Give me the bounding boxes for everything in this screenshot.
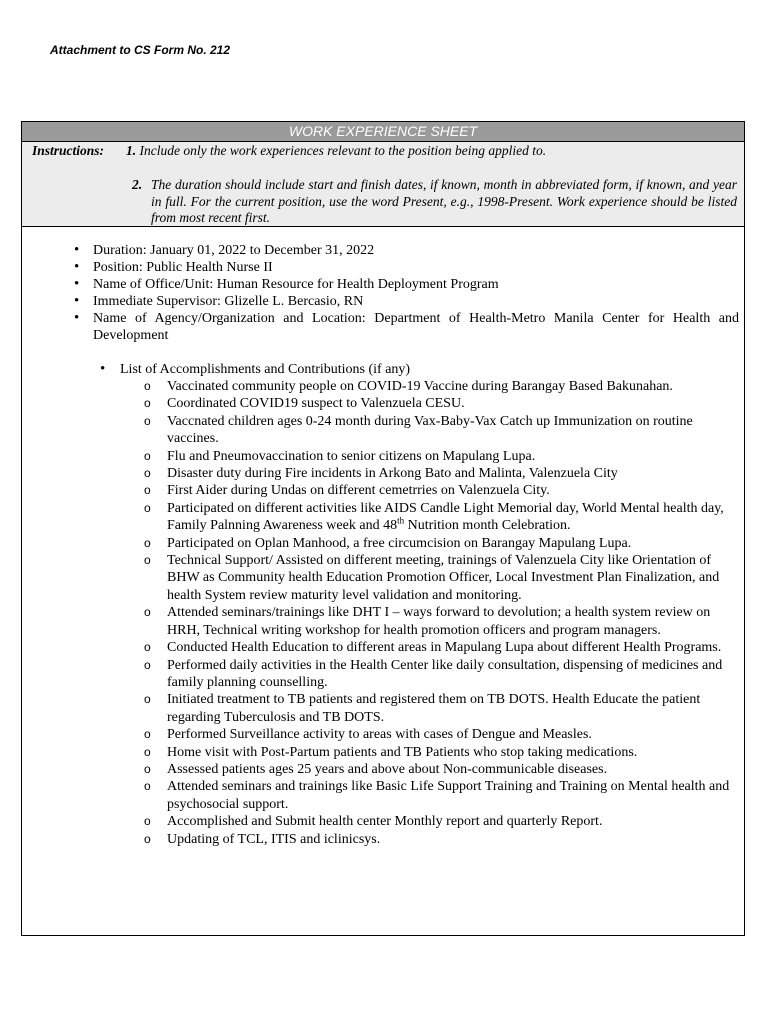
ordinal-suffix: th [397, 515, 405, 526]
accomplishment-item: o Assessed patients ages 25 years and above about Non-communicable diseases. [144, 761, 739, 778]
instructions-label: Instructions: [32, 143, 105, 158]
accomplishment-item: o Disaster duty during Fire incidents in Arkong Bato and Malinta, Valenzuela City [144, 465, 739, 482]
attachment-label: Attachment to CS Form No. 212 [50, 43, 231, 57]
accomplishment-item: o Coordinated COVID19 suspect to Valenzuela CESU. [144, 395, 739, 412]
position-details [74, 242, 739, 344]
instruction-2-number: 2. [132, 177, 143, 192]
accomplishment-text: Participated on different activities like AIDS Candle Light Memorial day, World Mental health day, Family Palnning Awareness week and 48 [167, 500, 724, 534]
instructions-box [22, 142, 744, 227]
accomplishment-item: o Vaccinated community people on COVID-19 Vaccine during Barangay Based Bakunahan. [144, 378, 739, 395]
accomplishment-item: o Performed daily activities in the Health Center like daily consultation, dispensing of medicines and family planning counselling. [144, 657, 739, 692]
accomplishment-item: o Conducted Health Education to different areas in Mapulang Lupa about different Health Programs. [144, 639, 739, 656]
instruction-1-number: 1. [126, 143, 137, 158]
instruction-1-text: Include only the work experiences relevant to the position being applied to. [139, 143, 547, 158]
detail-office: • Name of Office/Unit: Human Resource for Health Deployment Program [74, 276, 739, 293]
accomplishments-list [144, 378, 739, 848]
accomplishment-item: o Updating of TCL, ITIS and iclinicsys. [144, 831, 739, 848]
accomplishment-text-tail: Nutrition month Celebration. [404, 518, 571, 534]
accomplishment-item: o Attended seminars and trainings like Basic Life Support Training and Training on Mental health and psychosocial support. [144, 778, 739, 813]
detail-supervisor: • Immediate Supervisor: Glizelle L. Bercasio, RN [74, 293, 739, 310]
accomplishments-heading: • List of Accomplishments and Contributions (if any) [100, 361, 410, 378]
sheet-title: WORK EXPERIENCE SHEET [22, 122, 744, 142]
accomplishment-item: o Technical Support/ Assisted on different meeting, trainings of Valenzuela City like Orientation of BHW as Community health Education Promotion Officer, Local Investment Plan Finalization, and health System review maturity level validation and monitoring. [144, 552, 739, 604]
accomplishment-item: o Participated on Oplan Manhood, a free circumcision on Barangay Mapulang Lupa. [144, 535, 739, 552]
accomplishment-item: o Initiated treatment to TB patients and registered them on TB DOTS. Health Educate the patient regarding Tuberculosis and TB DOTS. [144, 691, 739, 726]
detail-position: • Position: Public Health Nurse II [74, 259, 739, 276]
accomplishment-item: o Home visit with Post-Partum patients and TB Patients who stop taking medications. [144, 744, 739, 761]
accomplishment-item: o Accomplished and Submit health center Monthly report and quarterly Report. [144, 813, 739, 830]
work-experience-sheet [21, 121, 745, 936]
detail-duration: • Duration: January 01, 2022 to December 31, 2022 [74, 242, 739, 259]
accomplishment-item [144, 500, 739, 535]
instruction-2-text: The duration should include start and finish dates, if known, month in abbreviated form, if known, and year in full. For the current position, use the word Present, e.g., 1998-Present. Work experience should be listed from most recent first. [151, 177, 737, 225]
accomplishment-item: o Vaccnated children ages 0-24 month during Vax-Baby-Vax Catch up Immunization on routine vaccines. [144, 413, 739, 448]
detail-agency: • Name of Agency/Organization and Location: Department of Health-Metro Manila Center for Health and Development [74, 310, 739, 344]
accomplishment-item: o Flu and Pneumovaccination to senior citizens on Mapulang Lupa. [144, 448, 739, 465]
accomplishment-item: o Attended seminars/trainings like DHT I – ways forward to devolution; a health system review on HRH, Technical writing workshop for health promotion officers and program managers. [144, 604, 739, 639]
instruction-1 [126, 143, 546, 159]
accomplishment-item: o Performed Surveillance activity to areas with cases of Dengue and Measles. [144, 726, 739, 743]
accomplishment-item: o First Aider during Undas on different cemetrries on Valenzuela City. [144, 482, 739, 499]
